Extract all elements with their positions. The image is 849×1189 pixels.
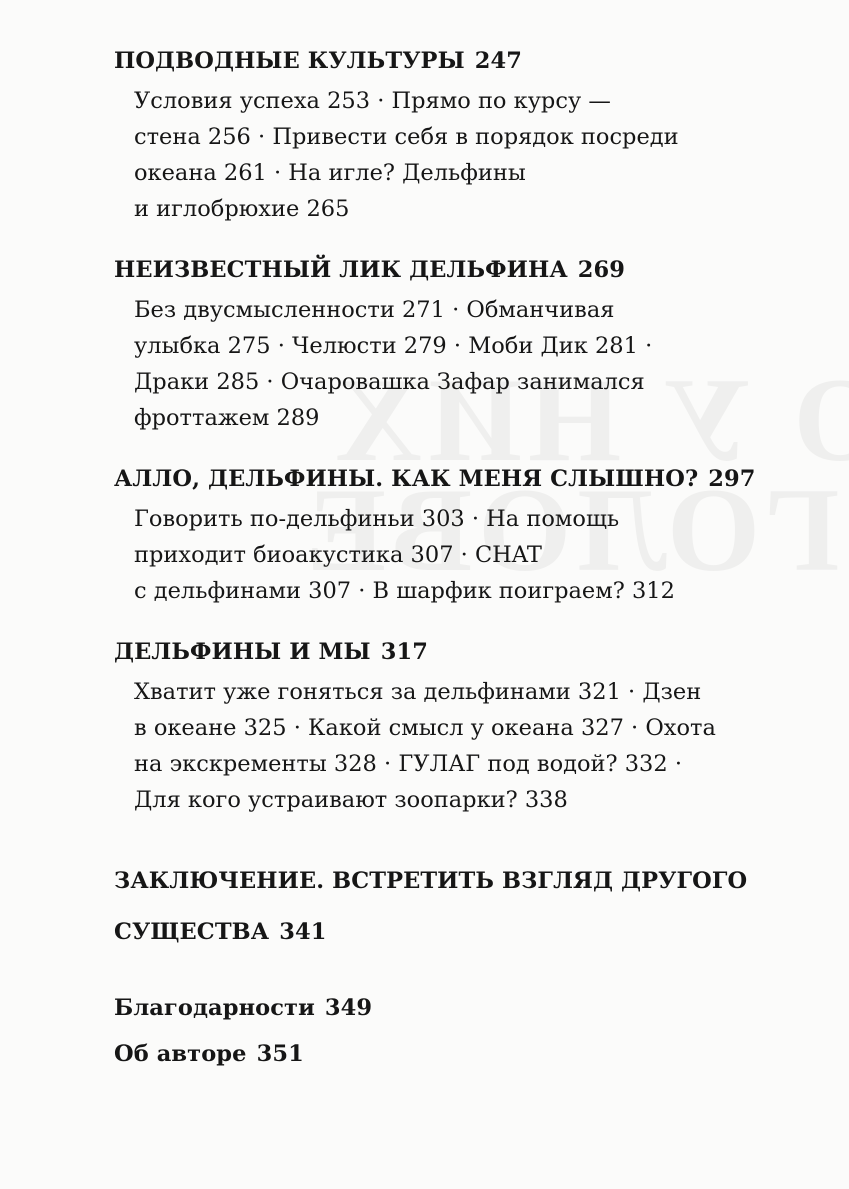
chapter-subsections bbox=[134, 292, 774, 436]
about-author-title: Об авторе bbox=[114, 1041, 247, 1067]
conclusion-page-number: 341 bbox=[279, 919, 327, 945]
chapter-heading bbox=[114, 637, 774, 667]
toc-acknowledgements bbox=[114, 990, 774, 1026]
subsection-line: улыбка 275 · Челюсти 279 · Моби Дик 281 · bbox=[134, 333, 653, 359]
subsection-line: Говорить по-дельфиньи 303 · На помощь bbox=[134, 506, 620, 532]
chapter-title: АЛЛО, ДЕЛЬФИНЫ. КАК МЕНЯ СЛЫШНО? bbox=[114, 466, 699, 492]
chapter-heading bbox=[114, 255, 774, 285]
chapter-title: ДЕЛЬФИНЫ И МЫ bbox=[114, 639, 371, 665]
subsection-line: Для кого устраивают зоопарки? 338 bbox=[134, 787, 568, 813]
chapter-subsections bbox=[134, 674, 774, 818]
acknowledgements-title: Благодарности bbox=[114, 995, 315, 1021]
about-author-page-number: 351 bbox=[256, 1041, 304, 1067]
subsection-line: Драки 285 · Очаровашка Зафар занимался bbox=[134, 369, 645, 395]
chapter-page-number: 297 bbox=[708, 466, 756, 492]
chapter-page-number: 269 bbox=[577, 257, 626, 283]
acknowledgements-page-number: 349 bbox=[324, 995, 373, 1021]
conclusion-title-word: СУЩЕСТВА bbox=[114, 919, 270, 945]
subsection-line: Без двусмысленности 271 · Обманчивая bbox=[134, 297, 615, 323]
chapter-page-number: 317 bbox=[380, 639, 428, 665]
toc-chapter-underwater-cultures bbox=[114, 46, 774, 227]
conclusion-title-line-1: ЗАКЛЮЧЕНИЕ. ВСТРЕТИТЬ ВЗГЛЯД ДРУГОГО bbox=[114, 868, 748, 894]
toc-chapter-dolphins-and-us bbox=[114, 637, 774, 818]
toc-backmatter bbox=[114, 990, 774, 1072]
subsection-line: в океане 325 · Какой смысл у океана 327 · Охота bbox=[134, 715, 716, 741]
chapter-page-number: 247 bbox=[474, 48, 522, 74]
table-of-contents bbox=[114, 46, 774, 1072]
subsection-line: и иглобрюхие 265 bbox=[134, 196, 350, 222]
toc-about-author bbox=[114, 1036, 774, 1072]
subsection-line: Условия успеха 253 · Прямо по курсу — bbox=[134, 88, 611, 114]
subsection-line: приходит биоакустика 307 · CHAT bbox=[134, 542, 542, 568]
subsection-line: на экскременты 328 · ГУЛАГ под водой? 332 · bbox=[134, 751, 682, 777]
chapter-heading bbox=[114, 464, 774, 494]
subsection-line: океана 261 · На игле? Дельфины bbox=[134, 160, 526, 186]
subsection-line: фроттажем 289 bbox=[134, 405, 320, 431]
subsection-line: Хватит уже гоняться за дельфинами 321 · Дзен bbox=[134, 679, 702, 705]
chapter-subsections bbox=[134, 501, 774, 609]
chapter-subsections bbox=[134, 83, 774, 227]
subsection-line: стена 256 · Привести себя в порядок посреди bbox=[134, 124, 679, 150]
toc-chapter-unknown-face bbox=[114, 255, 774, 436]
chapter-title: ПОДВОДНЫЕ КУЛЬТУРЫ bbox=[114, 48, 465, 74]
toc-chapter-hello-dolphins bbox=[114, 464, 774, 609]
toc-conclusion bbox=[114, 863, 774, 950]
subsection-line: с дельфинами 307 · В шарфик поиграем? 312 bbox=[134, 578, 675, 604]
chapter-heading bbox=[114, 46, 774, 76]
conclusion-title-line-2 bbox=[114, 914, 774, 950]
chapter-title: НЕИЗВЕСТНЫЙ ЛИК ДЕЛЬФИНА bbox=[114, 257, 568, 283]
